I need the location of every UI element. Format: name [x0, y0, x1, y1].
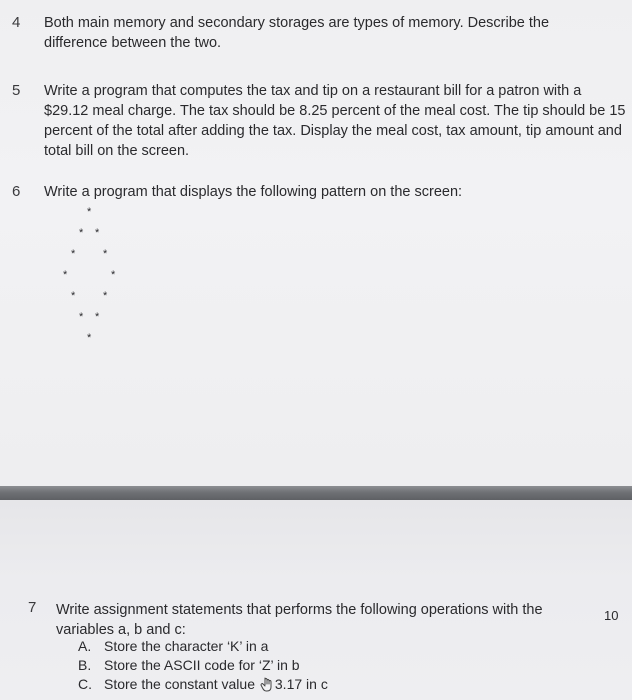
pattern-star: * [103, 248, 108, 260]
pattern-star: * [87, 332, 92, 344]
option-b [78, 656, 300, 675]
marks-value: 10 [604, 608, 619, 623]
question-text [56, 600, 576, 640]
page-divider-bar [0, 486, 632, 500]
option-text-after: 3.17 in c [274, 676, 328, 692]
question-number: 7 [28, 599, 37, 616]
pattern-star: * [103, 290, 108, 302]
pattern-star: * [79, 227, 84, 239]
pattern-star: * [79, 311, 84, 323]
option-text: Store the ASCII code for ‘Z’ in b [104, 657, 300, 673]
question-text [44, 182, 604, 202]
question-7-text: Write assignment statements that performs the following operations with the variables a, b and c: [56, 602, 543, 638]
hand-cursor-icon [260, 676, 274, 692]
option-label: B. [78, 657, 92, 673]
pattern-star: * [95, 311, 100, 323]
question-6-text: Write a program that displays the following pattern on the screen: [44, 184, 463, 200]
question-4-text: Both main memory and secondary storages are types of memory. Describe the difference between the two. [44, 15, 550, 51]
question-text [44, 81, 626, 161]
question-5-text: Write a program that computes the tax and tip on a restaurant bill for a patron with a $29.12 meal charge. The tax should be 8.25 percent of the meal cost. The tip should be 15 percent of the total after adding the tax. Display the meal cost, tax amount, tip amount and total bill on the screen. [44, 83, 626, 159]
option-c [78, 675, 328, 694]
pattern-star: * [95, 227, 100, 239]
question-number: 4 [12, 14, 21, 31]
question-text [44, 13, 604, 53]
option-a [78, 637, 268, 656]
pattern-star: * [111, 269, 116, 281]
option-label: C. [78, 676, 92, 692]
option-text: Store the constant value [104, 676, 255, 692]
question-number: 6 [12, 183, 21, 200]
pattern-star: * [63, 269, 68, 281]
question-number: 5 [12, 82, 21, 99]
option-text: Store the character ‘K’ in a [104, 638, 269, 654]
option-label: A. [78, 638, 92, 654]
pattern-star: * [87, 206, 92, 218]
pattern-star: * [71, 248, 76, 260]
pattern-star: * [71, 290, 76, 302]
